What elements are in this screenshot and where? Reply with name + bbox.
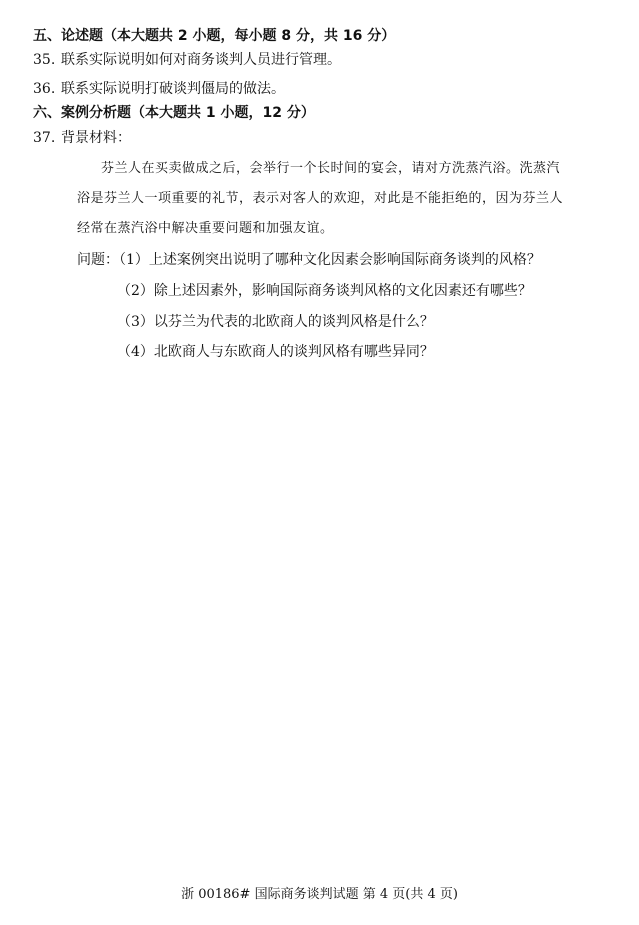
question-36 [33, 80, 285, 98]
question-36-text: 联系实际说明打破谈判僵局的做法。 [61, 81, 285, 97]
question-35-text: 联系实际说明如何对商务谈判人员进行管理。 [61, 52, 341, 68]
question-36-number: 36. [33, 81, 56, 97]
question-37-text: 背景材料： [61, 130, 131, 146]
material-line-2: 浴是芬兰人一项重要的礼节，表示对客人的欢迎，对此是不能拒绝的，因为芬兰人 [77, 191, 564, 206]
section-6-heading: 六、案例分析题（本大题共 1 小题，12 分） [33, 105, 315, 121]
material-line-3: 经常在蒸汽浴中解决重要问题和加强友谊。 [77, 221, 334, 236]
section-5-heading: 五、论述题（本大题共 2 小题，每小题 8 分，共 16 分） [33, 28, 396, 44]
question-list-item-2: （2）除上述因素外，影响国际商务谈判风格的文化因素还有哪些？ [117, 283, 532, 299]
question-list-item-1 [77, 251, 541, 269]
question-37-number: 37. [33, 130, 56, 146]
question-35-number: 35. [33, 52, 56, 68]
material-line-1: 芬兰人在买卖做成之后，会举行一个长时间的宴会，请对方洗蒸汽浴。洗蒸汽 [101, 161, 561, 176]
questions-prefix: 问题： [77, 252, 119, 268]
question-item-1-text: （1）上述案例突出说明了哪种文化因素会影响国际商务谈判的风格？ [119, 252, 541, 268]
page-footer: 浙 00186# 国际商务谈判试题 第 4 页(共 4 页) [181, 887, 458, 902]
question-35 [33, 51, 341, 69]
question-list-item-3: （3）以芬兰为代表的北欧商人的谈判风格是什么？ [117, 314, 434, 330]
question-list-item-4: （4）北欧商人与东欧商人的谈判风格有哪些异同？ [117, 344, 434, 360]
question-37 [33, 129, 131, 147]
